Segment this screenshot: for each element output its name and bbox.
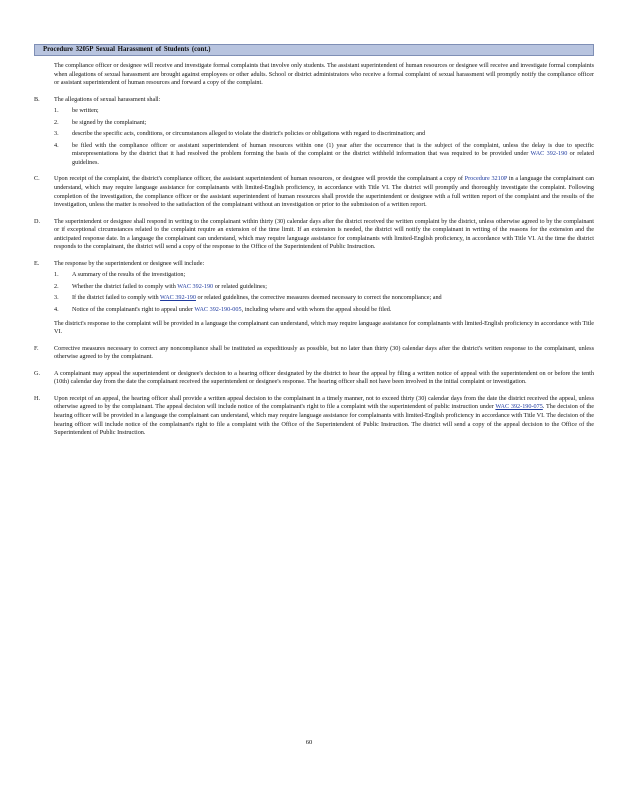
item-text: describe the specific acts, conditions, or circumstances alleged to violate the district's policies or obligations with regard to discrimination; and <box>72 130 426 138</box>
item-text <box>72 294 594 303</box>
item-number: 4. <box>54 141 59 149</box>
item-text-post: , including where and with whom the appeal should be filed. <box>241 306 392 314</box>
wac-link[interactable]: WAC 392-190 <box>160 294 196 302</box>
item-text-post: or related guidelines. <box>72 150 595 166</box>
item-text-pre: Whether the district failed to comply with <box>72 282 176 290</box>
section-h <box>34 395 594 438</box>
section-text-post: . The decision of the hearing officer will be provided in a language the complainant can understand, which may require language assistance for complainants with limited-English proficiency in accordance with Title VI. The decision of the hearing officer will include notice of the complainant's right to file a complaint with the Office of the Superintendent of Public Instruction. The district will send a copy of the appeal decision to the Office of the Superintendent of Public Instruction. <box>54 403 595 437</box>
list-item <box>54 142 594 168</box>
section-c <box>34 175 594 209</box>
wac-link[interactable]: WAC 392-190-075 <box>495 403 543 411</box>
item-number: 2. <box>54 118 59 126</box>
item-number: 3. <box>54 294 59 302</box>
item-number: 1. <box>54 107 59 115</box>
item-text-pre: be filed with the compliance officer or assistant superintendent of human resources within one (1) year after the occurrence that is the subject of the complaint, unless the delay is due to specific misrepresentations by the district that it had resolved the problem forming the basis of the complaint or the district withheld information that was required to be provided under <box>72 141 594 158</box>
item-text-pre: Notice of the complainant's right to appeal under <box>72 306 193 314</box>
section-label: E. <box>34 259 40 267</box>
item-text-post: or related guidelines, the corrective measures deemed necessary to correct the noncompliance; and <box>197 294 442 302</box>
section-text-pre: Upon receipt of an appeal, the hearing officer shall provide a written appeal decision to the complainant in a timely manner, not to exceed thirty (30) calendar days from the date the district received the appeal, unless otherwise agreed to by the complainant. The appeal decision will include notice of the complainant's right to file a complaint with the superintendent of public instruction under <box>54 394 594 411</box>
wac-link[interactable]: WAC 392-190-005 <box>194 306 242 314</box>
wac-link[interactable]: WAC 392-190 <box>177 282 214 290</box>
section-text: The response by the superintendent or designee will include: <box>54 259 205 267</box>
procedure-link[interactable]: Procedure 3210P <box>464 175 508 183</box>
item-text-pre: If the district failed to comply with <box>72 294 159 302</box>
section-g <box>34 370 594 387</box>
item-number: 2. <box>54 282 59 290</box>
item-number: 4. <box>54 306 59 314</box>
list-item <box>54 107 594 116</box>
section-d <box>34 218 594 252</box>
section-e <box>34 260 594 337</box>
section-b <box>34 96 594 168</box>
section-f <box>34 345 594 362</box>
item-number: 1. <box>54 271 59 279</box>
section-text <box>54 175 594 209</box>
item-text: A summary of the results of the investigation; <box>72 271 186 279</box>
list-item <box>54 130 594 139</box>
item-text <box>72 142 594 168</box>
item-text: be written; <box>72 107 99 115</box>
section-label: B. <box>34 95 40 103</box>
section-text: The superintendent or designee shall respond in writing to the complainant within thirty (30) calendar days after the district received the written complaint by the district, unless otherwise agreed to by the complainant or if exceptional circumstances related to the complaint require an extension of the time limit. If an extension is needed, the district will notify the complainant in writing of the reasons for the extension and the anticipated response date. In a language the complainant can understand, which may require language assistance for complainants with limited-English proficiency, in accordance with Title VI. At the time the district responds to the complainant, the district will send a copy of the response to the Office of the Superintendent of Public Instruction. <box>54 217 594 251</box>
list-item <box>54 283 594 292</box>
section-label: F. <box>34 344 39 352</box>
list-item <box>54 271 594 280</box>
section-text: A complainant may appeal the superintendent or designee's decision to a hearing officer designated by the district to hear the appeal by filing a written notice of appeal with the superintendent on or before the tenth (10th) calendar day from the date the complainant received the superintendent or designee's response. The hearing officer shall not have been involved in the initial complaint or investigation. <box>54 369 594 386</box>
section-label: G. <box>34 369 41 377</box>
list-item <box>54 294 594 303</box>
section-followup-text: The district's response to the complaint will be provided in a language the complainant can understand, which may require language assistance for complainants with limited-English proficiency in accordance with Title VI. <box>54 319 594 336</box>
document-page <box>34 44 594 438</box>
item-text-post: or related guidelines; <box>214 282 267 290</box>
item-text <box>72 306 594 315</box>
item-text: be signed by the complainant; <box>72 118 147 126</box>
list-item <box>54 119 594 128</box>
list-item <box>54 306 594 315</box>
procedure-title: Procedure 3205P Sexual Harassment of Students (cont.) <box>43 46 211 53</box>
procedure-header <box>34 44 594 56</box>
section-text <box>54 395 594 438</box>
section-label: H. <box>34 394 41 402</box>
section-text-post: in a language the complainant can understand, which may require language assistance for complainants with limited-English proficiency, in accordance with Title VI. The district will promptly and thoroughly investigate the complaint. Following completion of the investigation, the compliance officer or the assistant superintendent of human resources shall provide the superintendent or designee with a full written report of the complaint and the results of the investigation, unless the matter is resolved to the satisfaction of the complainant without an investigation or prior to the submission of a written report. <box>54 175 595 209</box>
section-label: D. <box>34 217 41 225</box>
section-label: C. <box>34 175 40 183</box>
intro-paragraph: The compliance officer or designee will receive and investigate formal complaints that involve only students. The assistant superintendent of human resources or designee will receive and investigate formal complaints when allegations of sexual harassment are brought against employees or other adults. School or district administrators who receive a formal complaint of sexual harassment will promptly notify the compliance officer or assistant superintendent of human resources and forward a copy of the complaint. <box>54 62 594 87</box>
section-text: The allegations of sexual harassment shall: <box>54 95 161 103</box>
page-number: 60 <box>305 739 313 746</box>
wac-link[interactable]: WAC 392-190 <box>530 150 568 158</box>
section-text-pre: Upon receipt of the complaint, the district's compliance officer, the assistant superintendent of human resources, or designee will provide the complainant a copy of <box>54 175 463 183</box>
item-text <box>72 283 594 292</box>
item-number: 3. <box>54 130 59 138</box>
section-text: Corrective measures necessary to correct any noncompliance shall be instituted as expeditiously as possible, but no later than thirty (30) calendar days after the district's written response to the complainant, unless otherwise agreed to by the complainant. <box>54 344 594 361</box>
